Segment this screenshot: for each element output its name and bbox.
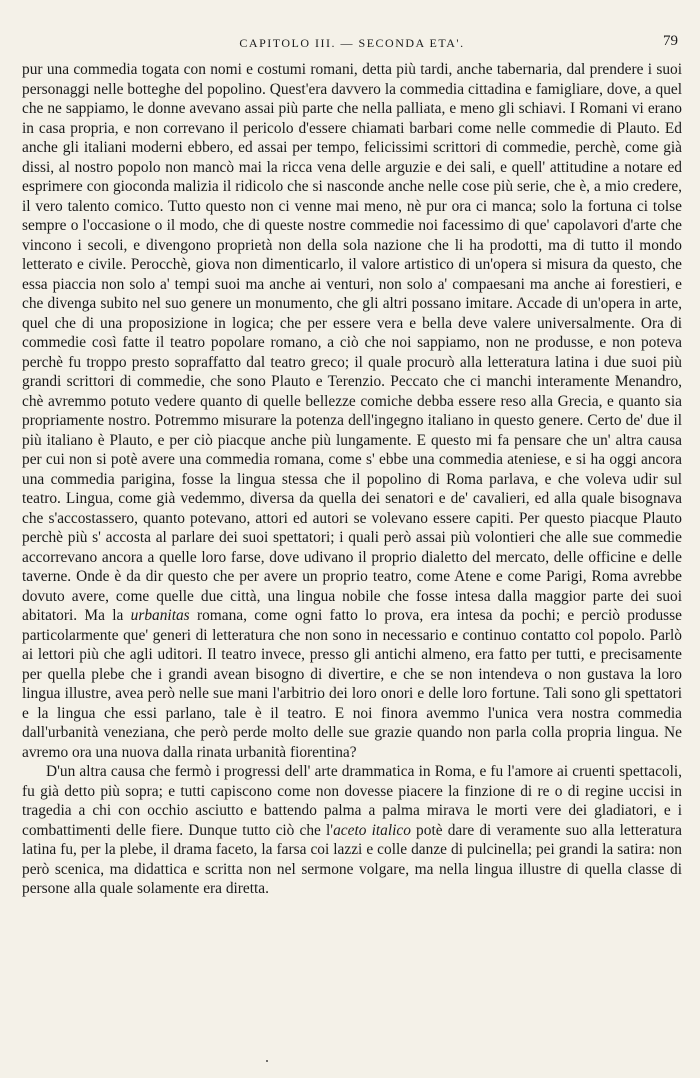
page-number: 79 <box>663 33 678 49</box>
paragraph-2 <box>22 762 682 899</box>
ink-speck <box>266 1060 268 1062</box>
paragraph-1 <box>22 60 682 762</box>
text-segment: D'un altra causa che fermò i progressi dell' arte drammatica in Roma, e fu l'amore ai cruenti spettacoli, fu già detto più sopra; e tutti capiscono come non dovesse piacere la finzione di re o di regine uccisi in tragedia a chi con occhio asciutto e battendo palma a palma mirava le morti vere dei gladiatori, e i combattimenti delle fiere. Dunque tutto ciò che l' <box>22 763 682 839</box>
italic-term: urbanitas <box>130 607 190 624</box>
body-text <box>22 60 682 899</box>
page-header <box>22 33 682 56</box>
italic-term: aceto italico <box>333 821 411 839</box>
text-segment: potè dare di veramente suo alla letteratura latina fu, per la plebe, il drama faceto, la farsa coi lazzi e colle danze di pulcinella; pei grandi la satira: non però scenica, ma didattica e scritta non nel sermone volgare, ma nella lingua illustre di quella classe di persone alla quale solamente era diretta. <box>22 821 682 897</box>
text-segment: pur una commedia togata con nomi e costumi romani, detta più tardi, anche tabernaria, dal prendere i suoi personaggi nelle botteghe del popolino. Quest'era davvero la commedia cittadina e famigliare, dove, a quel che ne sappiamo, le donne avevano assai più parte che nella palliata, e meno gli schiavi. I Romani vi erano in casa propria, e non correvano il pericolo d'essere chiamati barbari come nelle commedie di Plauto. Ed anche gli italiani moderni ebbero, ed assai per tempo, felicissimi scrittori di commedie, perchè, come già dissi, al nostro popolo non mancò mai la ricca vena delle arguzie e dei sali, e quell' attitudine a notare ed esprimere con gioconda malizia il ridicolo che si nasconde anche nelle cose più serie, che è, a mio credere, il vero talento comico. Tutto questo non ci venne mai meno, nè pur ora ci manca; solo la fortuna ci tolse sempre o l'occasione o il modo, che di queste nostre commedie noi facessimo di que' capolavori d'arte che vincono i secoli, e divengono proprietà non della sola nazione che li ha prodotti, ma di tutto il mondo letterato e civile. Perocchè, giova non dimenticarlo, il valore artistico di un'opera si misura da questo, che essa piaccia non solo a' tempi suoi ma anche ai venturi, non solo a' compaesani ma anche ai forestieri, e che divenga subito nel suo genere un monumento, che gli altri possano imitare. Accade di un'opera in arte, quel che di una proposizione in logica; che per essere vera e bella deve valere universalmente. Ora di commedie così fatte il teatro popolare romano, a ciò che noi sappiamo, non ne produsse, e non poteva perchè fu troppo presto sopraffatto dal teatro greco; il quale procurò alla letteratura latina i due suoi più grandi scrittori di commedie, che sono Plauto e Terenzio. Peccato che ci manchi interamente Menandro, chè avremmo potuto vedere quanto di quelle bellezze comiche debba essere reso alla Grecia, e quanto sia propriamente nostro. Potremmo misurare la potenza dell'ingegno italiano in questo genere. Certo de' due il più italiano è Plauto, e per ciò piacque anche più lungamente. E questo mi fa pensare che un' altra causa per cui non si potè avere una commedia romana, come s' ebbe una commedia ateniese, e si ha oggi ancora una commedia parigina, fosse la lingua stessa che il popolino di Roma parlava, e che voleva udir sul teatro. Lingua, come già vedemmo, diversa da quella dei senatori e de' cavalieri, ed alla quale bisognava che s'accostassero, quanto potevano, attori ed autori se volevano essere capiti. Per questo piacque Plauto perchè più s' accosta al parlare dei suoi spettatori; i quali però assai più volontieri che alle sue commedie accorrevano ancora a quelle loro farse, dove udivano il proprio dialetto del mercato, delle officine e delle taverne. Onde è da dir questo che per avere un proprio teatro, come Atene e come Parigi, Roma avrebbe dovuto avere, come quelle due città, una lingua nobile che fosse intesa dalla maggior parte dei suoi abitatori. Ma la <box>22 61 682 624</box>
running-head: CAPITOLO III. — SECONDA ETA'. <box>239 36 465 50</box>
text-segment: romana, come ogni fatto lo prova, era intesa da pochi; e perciò produsse particolarmente que' generi di letteratura che non sono in necessario e continuo contatto col popolo. Parlò ai lettori più che agli uditori. Il teatro invece, presso gli antichi almeno, era fatto per tutti, e precisamente per quella plebe che i grandi avean bisogno di divertire, e che se non intendeva o non gustava la loro lingua illustre, avea però nelle sue mani l'arbitrio dei loro onori e delle loro fortune. Tali sono gli spettatori e la lingua che essi parlano, tale è il teatro. E noi finora avemmo l'unica vera nostra commedia dall'urbanità veneziana, che però perde molto delle sue grazie quando non parla colla propria lingua. Ne avremo ora una nuova dalla rinata urbanità fiorentina? <box>22 607 682 761</box>
